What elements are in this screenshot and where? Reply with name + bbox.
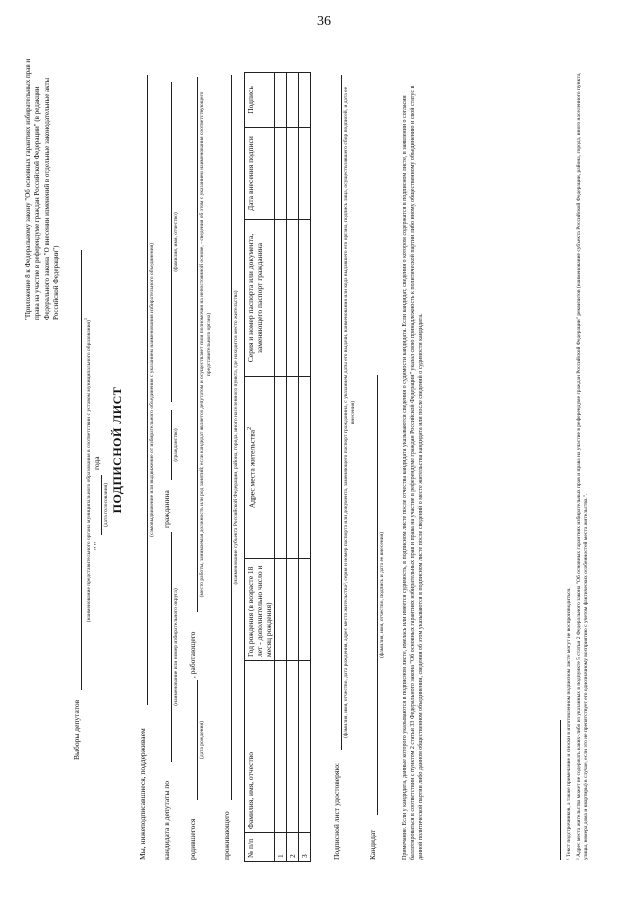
working-label: , работающего xyxy=(188,631,197,678)
caption-vote-date: (дата голосования) xyxy=(103,482,109,528)
table-row xyxy=(287,73,299,862)
caption-residence: (наименование субъекта Российской Федерации, района, города, иного населенного пункта, где находится место жительства) xyxy=(233,290,239,585)
cell-empty[interactable] xyxy=(287,377,299,559)
cell-empty[interactable] xyxy=(299,377,311,559)
cell-empty[interactable] xyxy=(287,559,299,661)
cell-empty[interactable] xyxy=(275,73,287,128)
form-title: ПОДПИСНОЙ ЛИСТ xyxy=(110,386,124,514)
cell-empty[interactable] xyxy=(275,377,287,559)
cell-empty[interactable] xyxy=(299,559,311,661)
caption-citizenship: (гражданство) xyxy=(173,428,179,462)
footnote-1: ¹ Текст подстрочников, а также примечание и сноски в изготовленном подписном листе могут не воспроизводиться. xyxy=(566,587,572,860)
caption-body: (наименование представительного органа муниципального образования в соответствии с уставом муниципального образования)$^1$ xyxy=(83,317,92,623)
row-number: 1 xyxy=(275,833,287,862)
born-label: родившегося xyxy=(188,818,197,860)
rotated-form xyxy=(20,40,620,880)
body-line xyxy=(81,250,82,690)
cell-empty[interactable] xyxy=(275,220,287,377)
col-signature: Подпись xyxy=(245,73,275,128)
col-number: № п/п xyxy=(245,833,275,862)
cell-empty[interactable] xyxy=(299,128,311,220)
cell-empty[interactable] xyxy=(299,73,311,128)
cell-empty[interactable] xyxy=(275,559,287,661)
fio-line xyxy=(171,82,172,402)
date-quote: " " xyxy=(92,542,101,550)
caption-nomination: (самовыдвижение или выдвижение от избирательного объединения с указанием наименования избирательного объединения) xyxy=(149,243,155,537)
residence-line xyxy=(231,75,232,800)
table-row xyxy=(299,73,311,862)
elections-label: Выборы депутатов xyxy=(72,699,81,760)
row-number: 2 xyxy=(287,833,299,862)
candidate-line xyxy=(377,375,378,815)
table-row xyxy=(275,73,287,862)
candidate-label: кандидата в депутаты по xyxy=(162,780,171,860)
cell-empty[interactable] xyxy=(299,220,311,377)
candidate-word: Кандидат xyxy=(368,829,377,860)
nomination-line xyxy=(147,75,148,705)
note-paragraph: Примечание. Если у кандидата, данные которого указываются в подписном листе, имелась или имеется судимость, в подписном листе после отчества кандидата указываются сведения о судимости кандидата. Если кандидат, сведения о котором содержатся в подписном листе, в заявлении о согласии баллотироваться в соответствии с пунктом 2 статьи 33 Федерального закона "Об основных гарантиях избирательных прав и права на участие в референдуме граждан Российской Федерации" указал свою принадлежность к политической партии либо иному общественному объединению и свой статус в данной политической партии либо данном общественном объединении, сведения об этом указываются в подписном листе после сведений о месте жительства кандидата или после сведений о судимости кандидата. xyxy=(402,85,424,860)
we-support-label: Мы, нижеподписавшиеся, поддерживаем xyxy=(138,728,147,860)
col-passport: Серия и номер паспорта или документа, заменяющего паспорт гражданина xyxy=(245,220,275,377)
certified-label: Подписной лист удостоверяю: xyxy=(332,762,341,860)
collector-line xyxy=(341,75,342,750)
date-line xyxy=(101,475,102,535)
caption-district: (наименование или номер избирательного округа) xyxy=(173,588,179,706)
cell-empty[interactable] xyxy=(275,661,287,833)
col-address: Адрес места жительства$^2$ xyxy=(245,377,275,559)
caption-fio: (фамилия, имя, отчество) xyxy=(173,212,179,272)
row-number: 3 xyxy=(299,833,311,862)
birthdate-line xyxy=(197,680,198,800)
caption-collector: (фамилия, имя, отчество, дата рождения, адрес места жительства², серия и номер паспорта или документа, заменяющего паспорт гражданина, с указанием даты его выдачи, наименования или кода выдавшего его органа, подпись лица, осуществлявшего сбор подписей, и дата ее внесения) xyxy=(343,86,356,739)
citizenship-line xyxy=(171,410,172,480)
year-label: года xyxy=(92,456,101,470)
caption-work: (место работы, занимаемая должность или род занятий; если кандидат является депутатом и осуществляет свои полномочия на непостоянной основе, - сведения об этом с указанием наименования соответствующего представительного органа) xyxy=(199,91,212,598)
caption-candidate: (фамилия, имя, отчество, подпись и дата ее внесения) xyxy=(379,531,385,659)
table-header-row xyxy=(245,73,275,862)
signature-table xyxy=(244,72,311,862)
cell-empty[interactable] xyxy=(287,220,299,377)
work-line xyxy=(197,77,198,612)
cell-empty[interactable] xyxy=(287,661,299,833)
district-line xyxy=(171,532,172,762)
residing-label: проживающего xyxy=(222,811,231,860)
cell-empty[interactable] xyxy=(299,661,311,833)
caption-birthdate: (дата рождения) xyxy=(199,721,205,759)
citizenship-word: гражданина xyxy=(162,490,171,528)
footnote-2: ² Адрес места жительства может не содержать каких-либо из указанных в подпункте 5 статьи 2 Федерального закона "Об основных гарантиях избирательных прав и права на участие в референдуме граждан Российской Федерации" реквизитов (наименование субъекта Российской Федерации, района, города, иного населенного пункта, улицы, номера дома и квартиры) в случае, если это не препятствует его однозначному восприятию с учетом фактических особенностей места жительства.". xyxy=(576,72,590,860)
footnote-separator xyxy=(560,720,561,860)
page-number: 36 xyxy=(317,14,331,29)
col-fio: Фамилия, имя, отчество xyxy=(245,661,275,833)
col-sign-date: Дата внесения подписи xyxy=(245,128,275,220)
cell-empty[interactable] xyxy=(287,73,299,128)
col-birth-year: Год рождения (в возрасте 18 лет - дополнительно число и месяц рождения) xyxy=(245,559,275,661)
appendix-heading: "Приложение 8 к Федеральному закону "Об основных гарантиях избирательных прав и права на участие в референдуме граждан Российской Федерации" (в редакции Федерального закона "О внесении изменений в отдельные законодательные акты Российской Федерации") xyxy=(24,58,61,320)
cell-empty[interactable] xyxy=(287,128,299,220)
cell-empty[interactable] xyxy=(275,128,287,220)
